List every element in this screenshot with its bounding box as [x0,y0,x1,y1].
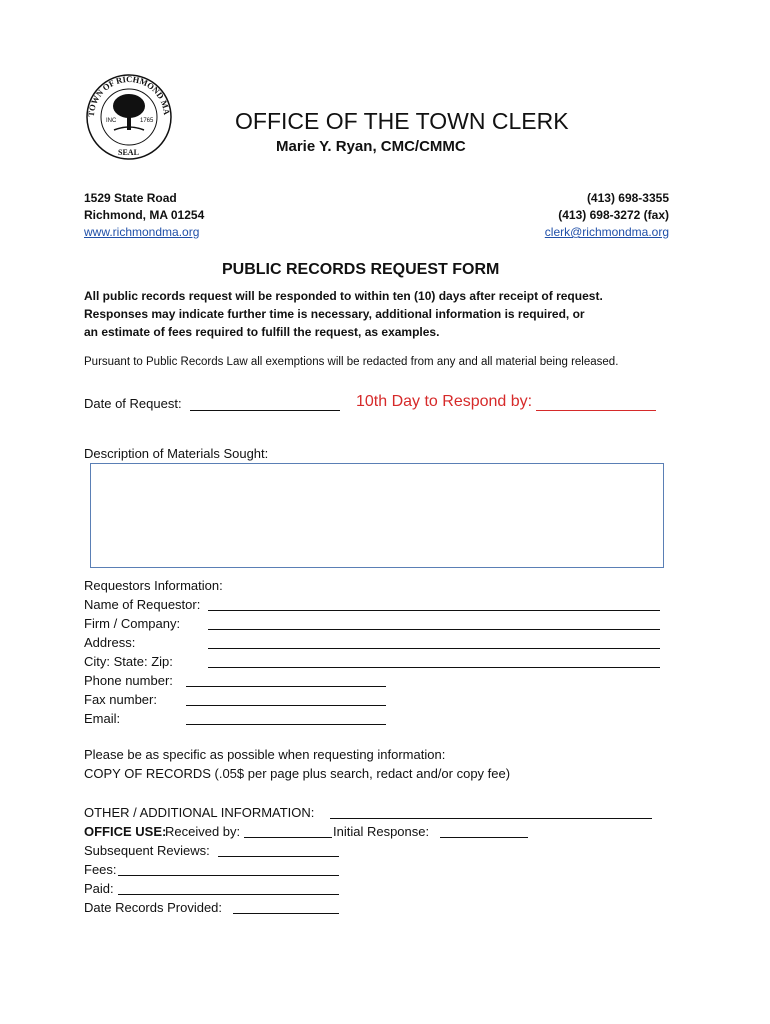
phone-field[interactable] [186,686,386,687]
date-of-request-field[interactable] [190,410,340,411]
tenth-day-field[interactable] [536,410,656,411]
office-use-label: OFFICE USE: [84,824,167,839]
email-label: Email: [84,711,121,726]
address-label: Address: [84,635,136,650]
date-provided-field[interactable] [233,913,339,914]
email-link[interactable]: clerk@richmondma.org [544,225,669,239]
phone-label: Phone number: [84,673,173,688]
notice-line: Responses may indicate further time is necessary, additional information is required, or [84,307,585,321]
response-notice [84,287,704,341]
fax-field[interactable] [186,705,386,706]
tenth-day-label: 10th Day to Respond by: [356,393,533,410]
paid-label: Paid: [84,881,114,896]
subsequent-reviews-label: Subsequent Reviews: [84,843,210,858]
fax-number: (413) 698-3272 (fax) [558,208,669,222]
seal-word: SEAL [118,148,139,157]
town-seal-icon [84,72,174,162]
instructions-line: Please be as specific as possible when requesting information: [84,747,446,762]
initial-response-field[interactable] [440,837,528,838]
date-of-request-label: Date of Request: [84,396,182,411]
received-by-field[interactable] [244,837,332,838]
received-by-label: Received by: [165,824,241,839]
city-state-zip-field[interactable] [208,667,660,668]
paid-field[interactable] [118,894,339,895]
name-label: Name of Requestor: [84,597,201,612]
street-address: 1529 State Road [84,191,177,205]
office-contact [545,190,669,241]
email-field[interactable] [186,724,386,725]
notice-line: All public records request will be responded to within ten (10) days after receipt of request. [84,289,603,303]
city-state-zip-label: City: State: Zip: [84,654,173,669]
city-address: Richmond, MA 01254 [84,208,205,222]
subsequent-reviews-field[interactable] [218,856,339,857]
other-info-field[interactable] [330,818,652,819]
seal-inc: INC [106,118,117,124]
requestor-heading: Requestors Information: [84,578,223,593]
fees-field[interactable] [118,875,339,876]
office-title: OFFICE OF THE TOWN CLERK [235,108,569,134]
date-provided-label: Date Records Provided: [84,900,223,915]
form-title: PUBLIC RECORDS REQUEST FORM [222,261,500,278]
fax-label: Fax number: [84,692,157,707]
name-field[interactable] [208,610,660,611]
address-field[interactable] [208,648,660,649]
other-info-label: OTHER / ADDITIONAL INFORMATION: [84,805,315,820]
seal-year: 1765 [140,118,154,124]
description-label: Description of Materials Sought: [84,446,269,461]
website-link[interactable]: www.richmondma.org [84,225,200,239]
initial-response-label: Initial Response: [333,824,430,839]
copy-fee-line: COPY OF RECORDS (.05$ per page plus search, redact and/or copy fee) [84,766,511,781]
office-address [84,190,204,241]
seal-ring-text: TOWN OF RICHMOND MA [85,73,173,118]
description-field[interactable] [90,463,664,568]
exemption-notice: Pursuant to Public Records Law all exemptions will be redacted from any and all material being released. [84,356,619,368]
firm-label: Firm / Company: [84,616,181,631]
firm-field[interactable] [208,629,660,630]
phone-number: (413) 698-3355 [586,191,669,205]
fees-label: Fees: [84,862,117,877]
clerk-name: Marie Y. Ryan, CMC/CMMC [276,138,466,155]
notice-line: an estimate of fees required to fulfill the request, as examples. [84,325,440,339]
town-seal [84,72,174,162]
